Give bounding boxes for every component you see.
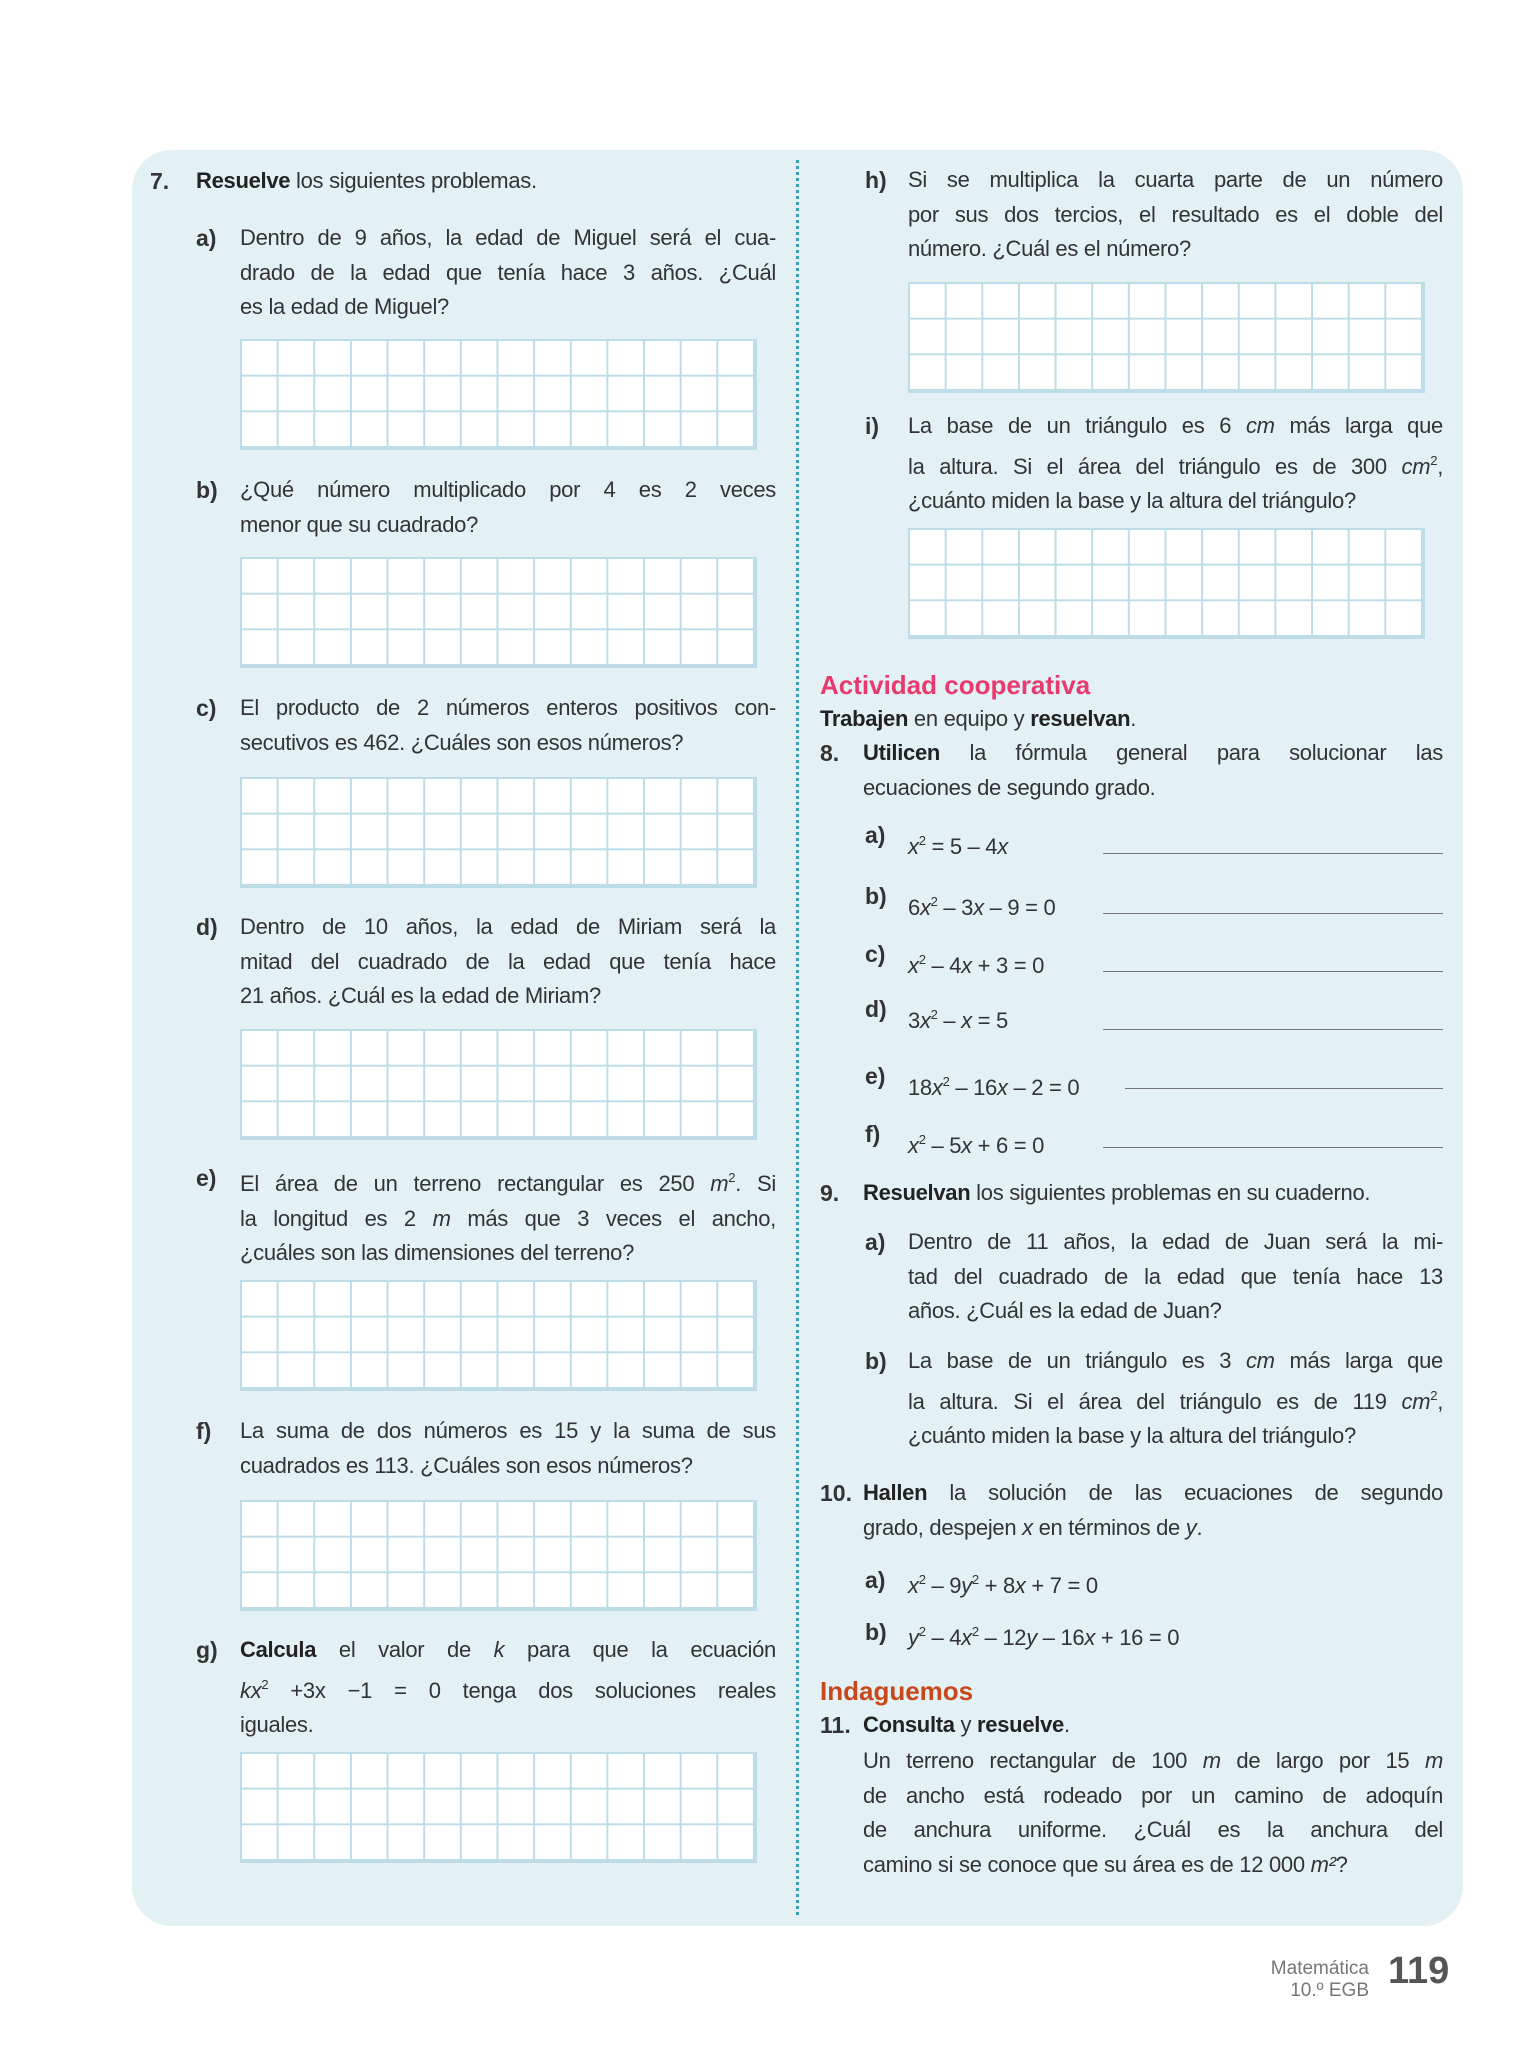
text-line — [240, 473, 776, 508]
problem-7-e-label: e) — [196, 1165, 217, 1191]
footer-subject — [1271, 1958, 1369, 2002]
italic-text: x — [996, 1075, 1008, 1100]
text-segment: la solución de las ecuaciones de segundo — [927, 1480, 1443, 1505]
problem-7-g-text — [240, 1633, 776, 1743]
text-segment: , — [1437, 453, 1443, 479]
italic-text: x — [931, 1075, 943, 1100]
text-segment: – 9 = 0 — [983, 895, 1056, 920]
text-segment: años. ¿Cuál es la edad de Juan? — [908, 1298, 1222, 1323]
text-segment: ¿cuáles son las dimensiones del terreno? — [240, 1240, 635, 1265]
text-segment: iguales. — [240, 1712, 314, 1737]
text-line — [240, 945, 776, 980]
italic-text: m — [710, 1171, 729, 1196]
equation-8-f — [908, 1123, 1328, 1164]
text-segment: camino si se conoce que su área es de 12 000 — [863, 1851, 1311, 1877]
text-segment: El área de un terreno rectangular es 250 — [240, 1171, 711, 1196]
text-segment: la altura. Si el área del triángulo es de 300 — [908, 453, 1402, 479]
text-segment: – 2 = 0 — [1007, 1075, 1080, 1100]
bold-text: resuelve — [977, 1712, 1064, 1737]
page-number: 119 — [1388, 1950, 1450, 1992]
text-line — [240, 1633, 776, 1668]
text-segment: 18 — [908, 1075, 932, 1100]
equation-8-e-label: e) — [865, 1063, 886, 1089]
text-segment: + 8 — [978, 1573, 1015, 1598]
italic-text: x — [919, 1008, 931, 1033]
text-segment: 3 — [908, 1008, 920, 1033]
text-segment: drado de la edad que tenía hace 3 años. ¿Cuál — [240, 259, 776, 285]
text-segment: más larga que — [1274, 413, 1443, 438]
text-segment: los siguientes problemas. — [290, 168, 537, 193]
problem-7-g-answer-grid[interactable] — [240, 1752, 757, 1863]
bold-text: Consulta — [863, 1712, 955, 1737]
italic-text: x — [908, 834, 919, 859]
italic-text: cm — [1401, 453, 1431, 479]
text-segment: Si se multiplica la cuarta parte de un número — [908, 167, 1443, 192]
italic-text: cm — [1245, 1348, 1275, 1373]
bold-text: Utilicen — [863, 740, 941, 765]
italic-text: y — [961, 1573, 972, 1598]
text-line — [240, 1668, 776, 1709]
exercise-10-number: 10. — [820, 1480, 852, 1506]
italic-text: x — [961, 1625, 972, 1650]
italic-text: k — [493, 1637, 505, 1662]
text-line — [863, 1511, 1443, 1546]
italic-text: x — [908, 1133, 919, 1158]
text-line — [863, 1813, 1443, 1848]
text-segment: El producto de 2 números enteros positivos con- — [240, 695, 776, 720]
text-line — [240, 1202, 776, 1237]
superscript: 2 — [918, 1572, 926, 1587]
superscript: 2 — [918, 1624, 926, 1639]
problem-7-b-answer-grid[interactable] — [240, 557, 757, 668]
text-segment: La suma de dos números es 15 y la suma de sus — [240, 1418, 776, 1443]
italic-text: x — [908, 953, 919, 978]
problem-7-f-label: f) — [196, 1418, 212, 1444]
text-segment: – 12 — [978, 1625, 1027, 1650]
text-line — [240, 910, 776, 945]
equation-8-f-answer-line[interactable] — [1103, 1147, 1443, 1148]
text-line — [863, 736, 1443, 771]
text-line — [240, 979, 776, 1014]
text-segment: la altura. Si el área del triángulo es de 119 — [908, 1388, 1402, 1414]
superscript: 2 — [918, 952, 926, 967]
text-segment: tad del cuadrado de la edad que tenía hace 13 — [908, 1263, 1443, 1289]
text-line — [908, 1294, 1443, 1329]
text-line — [240, 1449, 776, 1484]
cooperative-intro — [820, 702, 1440, 737]
text-segment: en términos de — [1032, 1514, 1186, 1540]
text-segment: Dentro de 11 años, la edad de Juan será la mi- — [908, 1229, 1443, 1254]
text-line — [908, 1260, 1443, 1295]
exercise-8-text — [863, 736, 1443, 805]
text-line — [240, 1708, 776, 1743]
cooperative-activity-heading: Actividad cooperativa — [820, 670, 1091, 700]
italic-text: m — [1202, 1748, 1221, 1773]
text-line — [908, 198, 1443, 233]
text-segment: mitad del cuadrado de la edad que tenía hace — [240, 948, 776, 974]
superscript: 2 — [930, 1007, 938, 1022]
italic-text: y — [908, 1625, 919, 1650]
footer-grade: 10.º EGB — [1290, 1980, 1369, 2001]
exercise-7-number: 7. — [150, 168, 170, 194]
text-segment: + 6 = 0 — [971, 1133, 1045, 1158]
text-segment: cuadrados es 113. ¿Cuáles son esos números? — [240, 1452, 693, 1478]
superscript: 2 — [918, 833, 926, 848]
exercise-9-number: 9. — [820, 1180, 840, 1206]
equation-8-f-label: f) — [865, 1121, 881, 1147]
problem-7-a-text — [240, 221, 776, 325]
text-line — [908, 409, 1443, 444]
problem-7-f-answer-grid[interactable] — [240, 1500, 757, 1611]
italic-text: x — [961, 1133, 972, 1158]
text-segment: + 7 = 0 — [1025, 1573, 1098, 1598]
equation-8-e — [908, 1065, 1328, 1106]
text-line — [240, 256, 776, 291]
italic-text: x — [961, 1008, 972, 1033]
exercise-11-title — [863, 1708, 1443, 1743]
problem-7-b-label: b) — [196, 477, 218, 503]
text-line — [863, 1176, 1453, 1211]
text-line — [908, 484, 1443, 519]
italic-text: y — [1026, 1625, 1037, 1650]
italic-text: m — [1424, 1748, 1443, 1773]
text-line — [908, 163, 1443, 198]
bold-text: Resuelvan — [863, 1180, 971, 1205]
text-line — [863, 1744, 1443, 1779]
text-line — [240, 1161, 776, 1202]
text-line — [240, 691, 776, 726]
text-segment: – 16 — [1036, 1625, 1085, 1650]
text-line — [908, 444, 1443, 485]
text-segment: . — [1196, 1514, 1203, 1540]
text-segment: la longitud es 2 — [240, 1205, 433, 1231]
equation-10-b-label: b) — [865, 1619, 887, 1645]
italic-text: cm — [1401, 1388, 1431, 1414]
text-line — [863, 771, 1443, 806]
text-segment: – 4 — [925, 1625, 962, 1650]
text-segment: número. ¿Cuál es el número? — [908, 236, 1191, 261]
text-segment: – 16 — [949, 1075, 997, 1100]
problem-7-c-label: c) — [196, 695, 217, 721]
text-segment: 6 — [908, 895, 920, 920]
italic-text: y — [1185, 1514, 1197, 1540]
superscript: 2 — [930, 894, 938, 909]
problem-7-h-answer-grid[interactable] — [908, 282, 1425, 393]
problem-7-h-label: h) — [865, 167, 887, 193]
text-segment: = 5 — [971, 1008, 1008, 1033]
text-line — [908, 1419, 1443, 1454]
bold-text: Hallen — [863, 1480, 928, 1505]
bold-text: Resuelve — [196, 168, 291, 193]
equation-8-c-label: c) — [865, 941, 886, 967]
text-segment: para que la ecuación — [504, 1637, 776, 1662]
equation-8-a-label: a) — [865, 822, 886, 848]
text-segment: – 4 — [925, 953, 962, 978]
problem-7-c-text — [240, 691, 776, 760]
text-line — [863, 1476, 1443, 1511]
problem-9-b-label: b) — [865, 1348, 887, 1374]
text-segment: , — [1437, 1388, 1443, 1414]
text-line — [908, 1379, 1443, 1420]
bold-text: resuelvan — [1030, 706, 1131, 731]
text-segment: Dentro de 10 años, la edad de Miriam será la — [240, 914, 776, 939]
text-segment: de largo por 15 — [1220, 1748, 1425, 1773]
text-segment: la fórmula general para solucionar las — [940, 740, 1443, 765]
text-segment: . — [1130, 706, 1137, 731]
equation-8-b-answer-line[interactable] — [1103, 913, 1443, 914]
text-line — [196, 164, 776, 199]
problem-7-c-answer-grid[interactable] — [240, 777, 757, 888]
equation-8-d-label: d) — [865, 996, 887, 1022]
column-divider — [796, 160, 799, 1915]
text-segment: Un terreno rectangular de 100 — [863, 1748, 1203, 1773]
equation-8-b-label: b) — [865, 883, 887, 909]
exercise-11-text — [863, 1744, 1443, 1882]
problem-7-i-answer-grid[interactable] — [908, 528, 1425, 639]
problem-9-a-text — [908, 1225, 1443, 1329]
problem-7-i-label: i) — [865, 413, 880, 439]
italic-text: x — [919, 895, 931, 920]
superscript: 2 — [1430, 452, 1438, 468]
text-segment: +3x −1 = 0 tenga dos soluciones reales — [268, 1677, 776, 1703]
exercise-9-text — [863, 1176, 1453, 1211]
text-segment: La base de un triángulo es 3 — [908, 1348, 1246, 1373]
text-segment: ¿Qué número multiplicado por 4 es 2 veces — [240, 477, 776, 502]
investigate-heading: Indaguemos — [820, 1676, 974, 1706]
text-line — [908, 1225, 1443, 1260]
italic-text: m — [432, 1205, 451, 1231]
problem-7-b-text — [240, 473, 776, 542]
text-line — [240, 1236, 776, 1271]
text-segment: ¿cuánto miden la base y la altura del triángulo? — [908, 488, 1356, 513]
text-segment: y — [954, 1712, 978, 1737]
italic-text: x — [1022, 1514, 1033, 1540]
text-line — [240, 1414, 776, 1449]
superscript: 2 — [971, 1624, 979, 1639]
italic-text: x — [997, 834, 1008, 859]
problem-9-b-text — [908, 1344, 1443, 1454]
italic-text: x — [1014, 1573, 1026, 1598]
text-line — [908, 1344, 1443, 1379]
text-line — [863, 1848, 1443, 1883]
exercise-10-text — [863, 1476, 1443, 1545]
text-line — [240, 221, 776, 256]
text-segment: por sus dos tercios, el resultado es el doble del — [908, 201, 1443, 227]
italic-text: m² — [1310, 1851, 1336, 1877]
text-segment: – 3 — [937, 895, 974, 920]
text-segment: grado, despejen — [863, 1514, 1023, 1540]
problem-7-e-text — [240, 1161, 776, 1271]
text-segment: . Si — [735, 1171, 776, 1196]
text-segment: los siguientes problemas en su cuaderno. — [970, 1180, 1371, 1205]
text-segment: es la edad de Miguel? — [240, 294, 449, 319]
superscript: 2 — [1430, 1387, 1438, 1403]
exercise-11-number: 11. — [820, 1712, 851, 1738]
text-segment: – 9 — [925, 1573, 962, 1598]
superscript: 2 — [971, 1572, 979, 1587]
problem-7-g-label: g) — [196, 1637, 218, 1663]
bold-text: Calcula — [240, 1637, 317, 1662]
text-line — [863, 1708, 1443, 1743]
equation-10-a — [908, 1563, 1328, 1604]
text-line — [908, 232, 1443, 267]
equation-8-c — [908, 943, 1328, 984]
bold-text: Trabajen — [820, 706, 909, 731]
italic-text: x — [961, 953, 972, 978]
text-segment: Dentro de 9 años, la edad de Miguel será el cua- — [240, 225, 776, 250]
problem-9-a-label: a) — [865, 1229, 886, 1255]
equation-8-d-answer-line[interactable] — [1103, 1029, 1443, 1030]
text-segment: más larga que — [1274, 1348, 1443, 1373]
text-segment: ? — [1335, 1851, 1348, 1877]
text-segment: el valor de — [316, 1637, 494, 1662]
exercise-8-number: 8. — [820, 740, 840, 766]
text-segment: + 3 = 0 — [971, 953, 1045, 978]
italic-text: x — [1084, 1625, 1096, 1650]
equation-8-e-answer-line[interactable] — [1125, 1088, 1443, 1089]
italic-text: kx — [240, 1677, 262, 1703]
italic-text: x — [973, 895, 984, 920]
superscript: 2 — [918, 1132, 926, 1147]
text-segment: La base de un triángulo es 6 — [908, 413, 1246, 438]
problem-7-f-text — [240, 1414, 776, 1483]
text-segment: = 5 – 4 — [925, 834, 998, 859]
text-segment: . — [1063, 1712, 1070, 1737]
problem-7-i-text — [908, 409, 1443, 519]
text-segment: de anchura uniforme. ¿Cuál es la anchura del — [863, 1817, 1443, 1842]
equation-10-b — [908, 1615, 1328, 1656]
problem-7-h-text — [908, 163, 1443, 267]
problem-7-d-text — [240, 910, 776, 1014]
exercise-7-title — [196, 164, 776, 199]
problem-7-a-answer-grid[interactable] — [240, 339, 757, 450]
equation-8-c-answer-line[interactable] — [1103, 971, 1443, 972]
footer-subject-name: Matemática — [1270, 1958, 1369, 1979]
text-segment: más que 3 veces el ancho, — [450, 1205, 776, 1231]
equation-8-b — [908, 885, 1328, 926]
text-line — [240, 508, 776, 543]
text-segment: de ancho está rodeado por un camino de adoquín — [863, 1782, 1443, 1808]
text-line — [820, 702, 1440, 737]
equation-10-a-label: a) — [865, 1567, 886, 1593]
equation-8-d — [908, 998, 1328, 1039]
italic-text: x — [908, 1573, 919, 1598]
superscript: 2 — [942, 1074, 950, 1089]
superscript: 2 — [728, 1170, 736, 1185]
text-segment: menor que su cuadrado? — [240, 511, 479, 537]
superscript: 2 — [261, 1676, 269, 1692]
text-line — [240, 290, 776, 325]
problem-7-e-answer-grid[interactable] — [240, 1280, 757, 1391]
text-line — [240, 726, 776, 761]
problem-7-d-label: d) — [196, 914, 218, 940]
problem-7-a-label: a) — [196, 225, 217, 251]
equation-8-a-answer-line[interactable] — [1103, 853, 1443, 854]
problem-7-d-answer-grid[interactable] — [240, 1029, 757, 1140]
text-segment: en equipo y — [908, 706, 1031, 731]
text-segment: ecuaciones de segundo grado. — [863, 774, 1156, 800]
text-segment: 21 años. ¿Cuál es la edad de Miriam? — [240, 983, 601, 1008]
italic-text: cm — [1245, 413, 1275, 438]
text-line — [863, 1779, 1443, 1814]
equation-8-a — [908, 824, 1328, 865]
text-segment: + 16 = 0 — [1095, 1625, 1180, 1650]
text-segment: secutivos es 462. ¿Cuáles son esos números? — [240, 729, 684, 755]
text-segment: ¿cuánto miden la base y la altura del triángulo? — [908, 1423, 1356, 1448]
text-segment: – 5 — [925, 1133, 962, 1158]
text-segment: – — [937, 1008, 962, 1033]
